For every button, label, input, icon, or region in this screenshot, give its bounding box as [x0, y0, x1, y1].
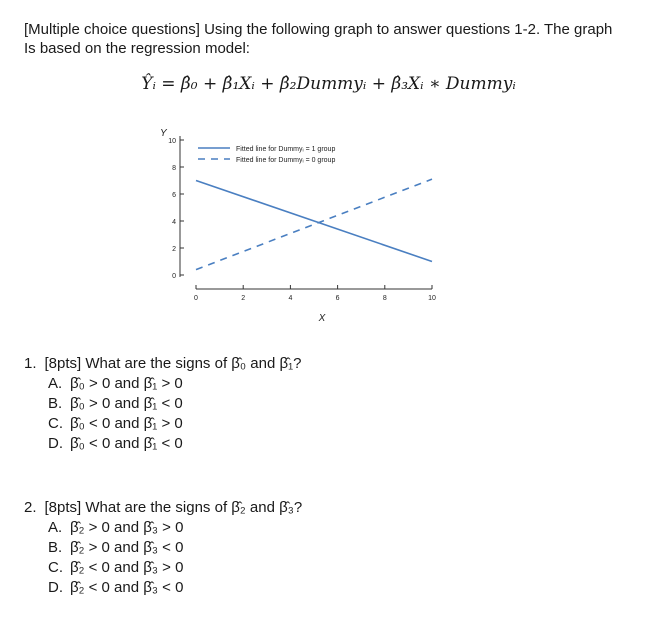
q1-option-c[interactable]: [48, 414, 302, 434]
y-tick-label: 2: [172, 246, 176, 253]
q2-option-a-letter: A.: [48, 519, 63, 536]
regression-equation: Ŷᵢ = β̂₀ + β̂₁Xᵢ + β̂₂Dummyᵢ + β̂₃Xᵢ ∗ Dummyᵢ: [141, 74, 516, 94]
q1-option-a-text: β̂₀ > 0 and β̂₁ > 0: [70, 375, 183, 392]
q1-option-a-letter: A.: [48, 375, 63, 392]
q2-option-b-text: β̂₂ > 0 and β̂₃ < 0: [70, 539, 184, 556]
q2-option-c-text: β̂₂ < 0 and β̂₃ > 0: [70, 559, 184, 576]
x-tick-label: 4: [288, 295, 293, 302]
y-tick-label: 4: [172, 219, 176, 226]
y-tick-label: 0: [172, 273, 176, 280]
intro-line-2: Is based on the regression model:: [24, 40, 250, 57]
question-2: [24, 498, 302, 598]
q1-option-c-letter: C.: [48, 415, 63, 432]
q1-option-d-letter: D.: [48, 435, 63, 452]
legend-label: Fitted line for Dummyᵢ = 0 group: [236, 157, 336, 164]
q2-option-d-text: β̂₂ < 0 and β̂₃ < 0: [70, 579, 184, 596]
intro-line-1: [Multiple choice questions] Using the following graph to answer questions 1-2. The graph: [24, 21, 613, 38]
question-2-number: 2.: [24, 499, 37, 516]
q1-option-d-text: β̂₀ < 0 and β̂₁ < 0: [70, 435, 183, 452]
x-axis-label: X: [318, 313, 326, 324]
q2-option-c-letter: C.: [48, 559, 63, 576]
q2-option-b-letter: B.: [48, 539, 63, 556]
q1-option-b[interactable]: [48, 394, 302, 414]
question-2-stem: [24, 498, 302, 518]
y-tick-label: 8: [172, 165, 176, 172]
question-1-text: [8pts] What are the signs of β̂₀ and β̂₁?: [44, 355, 302, 372]
x-tick-label: 10: [428, 295, 436, 302]
q2-option-a[interactable]: [48, 518, 302, 538]
y-axis-label: Y: [160, 128, 167, 139]
x-tick-label: 8: [382, 295, 387, 302]
q2-option-d-letter: D.: [48, 579, 63, 596]
q1-option-d[interactable]: [48, 434, 302, 454]
q2-option-c[interactable]: [48, 558, 302, 578]
x-tick-label: 2: [241, 295, 246, 302]
q1-option-a[interactable]: [48, 374, 302, 394]
y-tick-label: 10: [168, 138, 176, 145]
q2-option-d[interactable]: [48, 578, 302, 598]
q1-option-c-text: β̂₀ < 0 and β̂₁ > 0: [70, 415, 183, 432]
question-1: [24, 354, 302, 454]
q2-option-a-text: β̂₂ > 0 and β̂₃ > 0: [70, 519, 184, 536]
y-tick-label: 6: [172, 192, 176, 199]
intro-text: [24, 20, 634, 58]
question-2-text: [8pts] What are the signs of β̂₂ and β̂₃?: [44, 499, 303, 516]
regression-chart: [140, 120, 440, 325]
question-1-number: 1.: [24, 355, 37, 372]
question-1-stem: [24, 354, 302, 374]
x-tick-label: 0: [194, 295, 198, 302]
q2-option-b[interactable]: [48, 538, 302, 558]
x-tick-label: 6: [335, 295, 340, 302]
q1-option-b-text: β̂₀ > 0 and β̂₁ < 0: [70, 395, 183, 412]
legend-label: Fitted line for Dummyᵢ = 1 group: [236, 146, 336, 153]
q1-option-b-letter: B.: [48, 395, 63, 412]
